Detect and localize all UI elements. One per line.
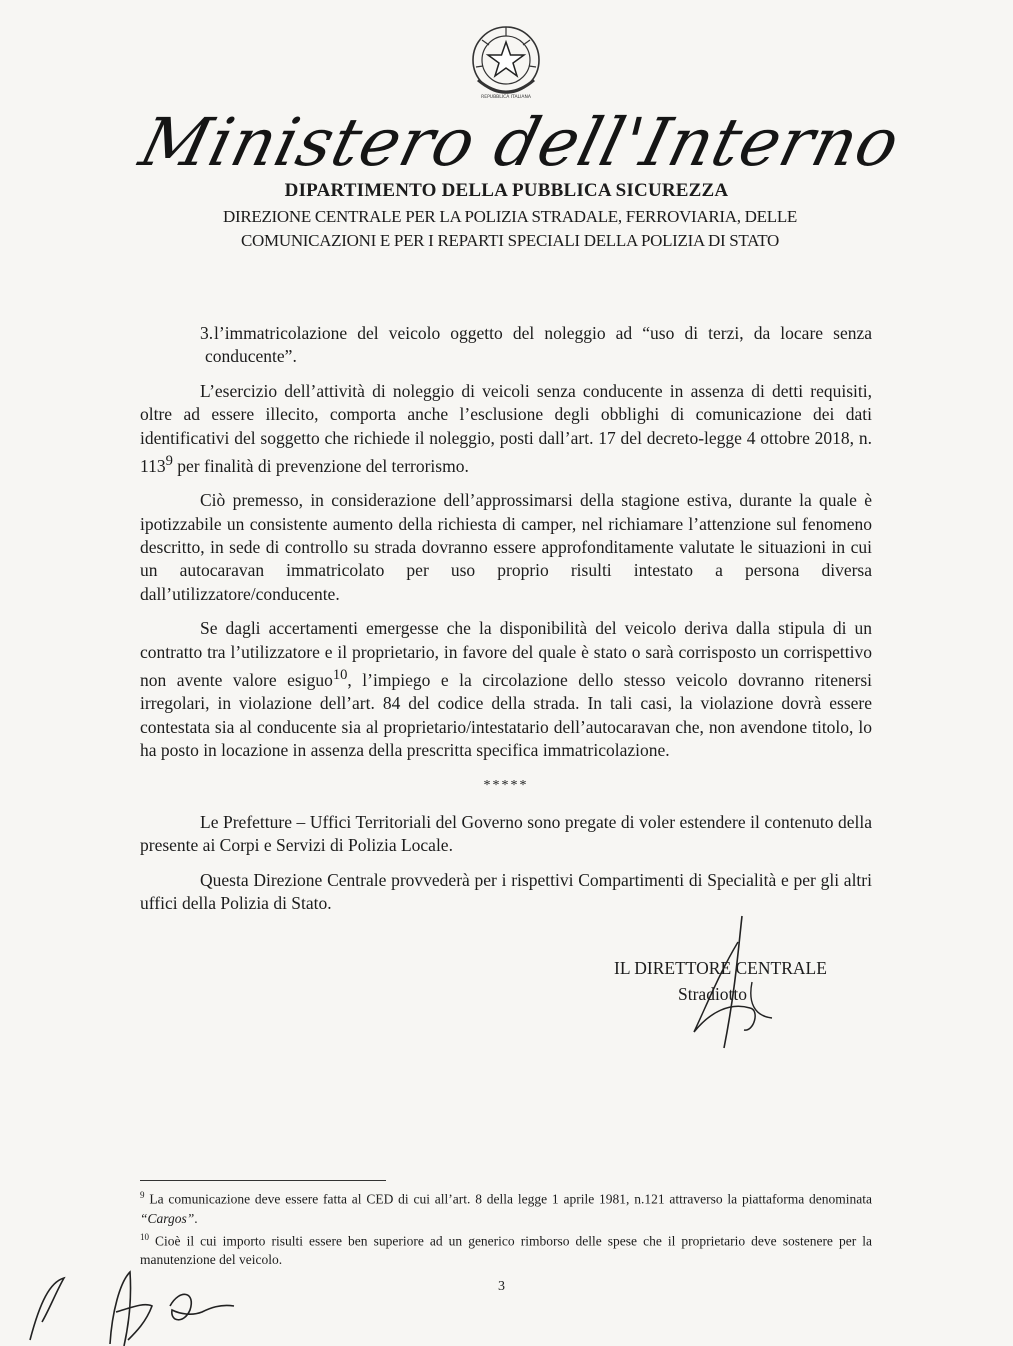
direction-line-1: DIREZIONE CENTRALE PER LA POLIZIA STRADALE, FERROVIARIA, DELLE [222, 207, 797, 226]
footnote-ref-9: 9 [165, 453, 173, 470]
signatory-title: IL DIRETTORE CENTRALE [614, 958, 827, 978]
footnote-9 [140, 1186, 872, 1228]
signatory-name: Stradiotto [678, 984, 748, 1004]
paragraph-prefetture: Le Prefetture – Uffici Territoriali del Governo sono pregate di voler estendere il contenuto della presente ai Corpi e Servizi di Polizia Locale. [140, 811, 872, 856]
paragraph-text: L’esercizio dell’attività di noleggio di veicoli senza conducente in assenza di detti requisiti, oltre ad essere illecito, comporta anche l’esclusione degli obblighi di comunicazione dei dati identificativi del soggetto che richiede il noleggio, posti dall’art. 17 del decreto-legge 4 ottobre 2018, n. 113 [140, 380, 872, 476]
section-separator: ***** [483, 777, 529, 793]
handwritten-initials [20, 1262, 320, 1346]
footnote-text: Cioè il cui importo risulti essere ben superiore ad un generico rimborso delle spese che il proprietario deve sostenere per la manutenzione del veicolo. [140, 1233, 872, 1267]
paragraph-noleggio [140, 380, 872, 478]
footnote-divider [140, 1180, 386, 1181]
list-item-3: 3.l’immatricolazione del veicolo oggetto del noleggio ad “uso di terzi, da locare senza conducente”. [200, 323, 872, 367]
department-heading: DIPARTIMENTO DELLA PUBBLICA SICUREZZA [284, 180, 729, 201]
page-number: 3 [498, 1279, 505, 1294]
footnote-number: 9 [140, 1190, 145, 1200]
paragraph-premesso: Ciò premesso, in considerazione dell’approssimarsi della stagione estiva, durante la quale è ipotizzabile un consistente aumento della richiesta di camper, nel richiamare l’attenzione sul fenomeno descritto, in sede di controllo su strada dovranno essere approfonditamente valutate le situazioni in cui un autocaravan immatricolato per uso proprio risulti intestato a persona diversa dall’utilizzatore/conducente. [140, 490, 872, 604]
footnote-ref-10: 10 [332, 667, 348, 684]
list-item-text: l’immatricolazione del veicolo oggetto del noleggio ad “uso di terzi, da locare senza conducente”. [205, 323, 872, 367]
footnote-italic: “Cargos” [140, 1210, 195, 1226]
emblem-text: REPUBBLICA ITALIANA [481, 95, 531, 100]
paragraph-text: Se dagli accertamenti emergesse che la disponibilità del veicolo deriva dalla stipula di un contratto tra l’utilizzatore e il proprietario, in favore del quale è stato o sarà corrisposto un corrispettivo non avente valore esiguo [140, 618, 872, 690]
paragraph-direzione: Questa Direzione Centrale provvederà per i rispettivi Compartimenti di Specialità e per gli altri uffici della Polizia di Stato. [140, 869, 872, 914]
paragraph-accertamenti [140, 617, 872, 762]
direction-heading [120, 205, 900, 253]
italian-republic-emblem-icon [470, 22, 542, 102]
direction-line-2: COMUNICAZIONI E PER I REPARTI SPECIALI DELLA POLIZIA DI STATO [241, 231, 779, 250]
footnote-tail: . [194, 1210, 198, 1226]
footnote-text: La comunicazione deve essere fatta al CED di cui all’art. 8 della legge 1 aprile 1981, n.121 attraverso la piattaforma denominata [149, 1191, 872, 1207]
handwritten-signature [680, 912, 790, 1052]
ministry-name: Ministero dell'Interno [132, 104, 908, 181]
paragraph-text: per finalità di prevenzione del terrorismo. [172, 455, 469, 476]
footnotes [140, 1186, 872, 1269]
paragraph-text: , l’impiego e la circolazione dello stesso veicolo dovranno ritenersi irregolari, in violazione dell’art. 84 del codice della strada. In tali casi, la violazione dovrà essere contestata sia al conducente sia al proprietario/intestatario dell’autocaravan che, non avendone titolo, lo ha posto in locazione in assenza della prescritta specifica immatricolazione. [140, 669, 873, 761]
letter-body [140, 322, 872, 927]
footnote-number: 10 [140, 1231, 149, 1242]
